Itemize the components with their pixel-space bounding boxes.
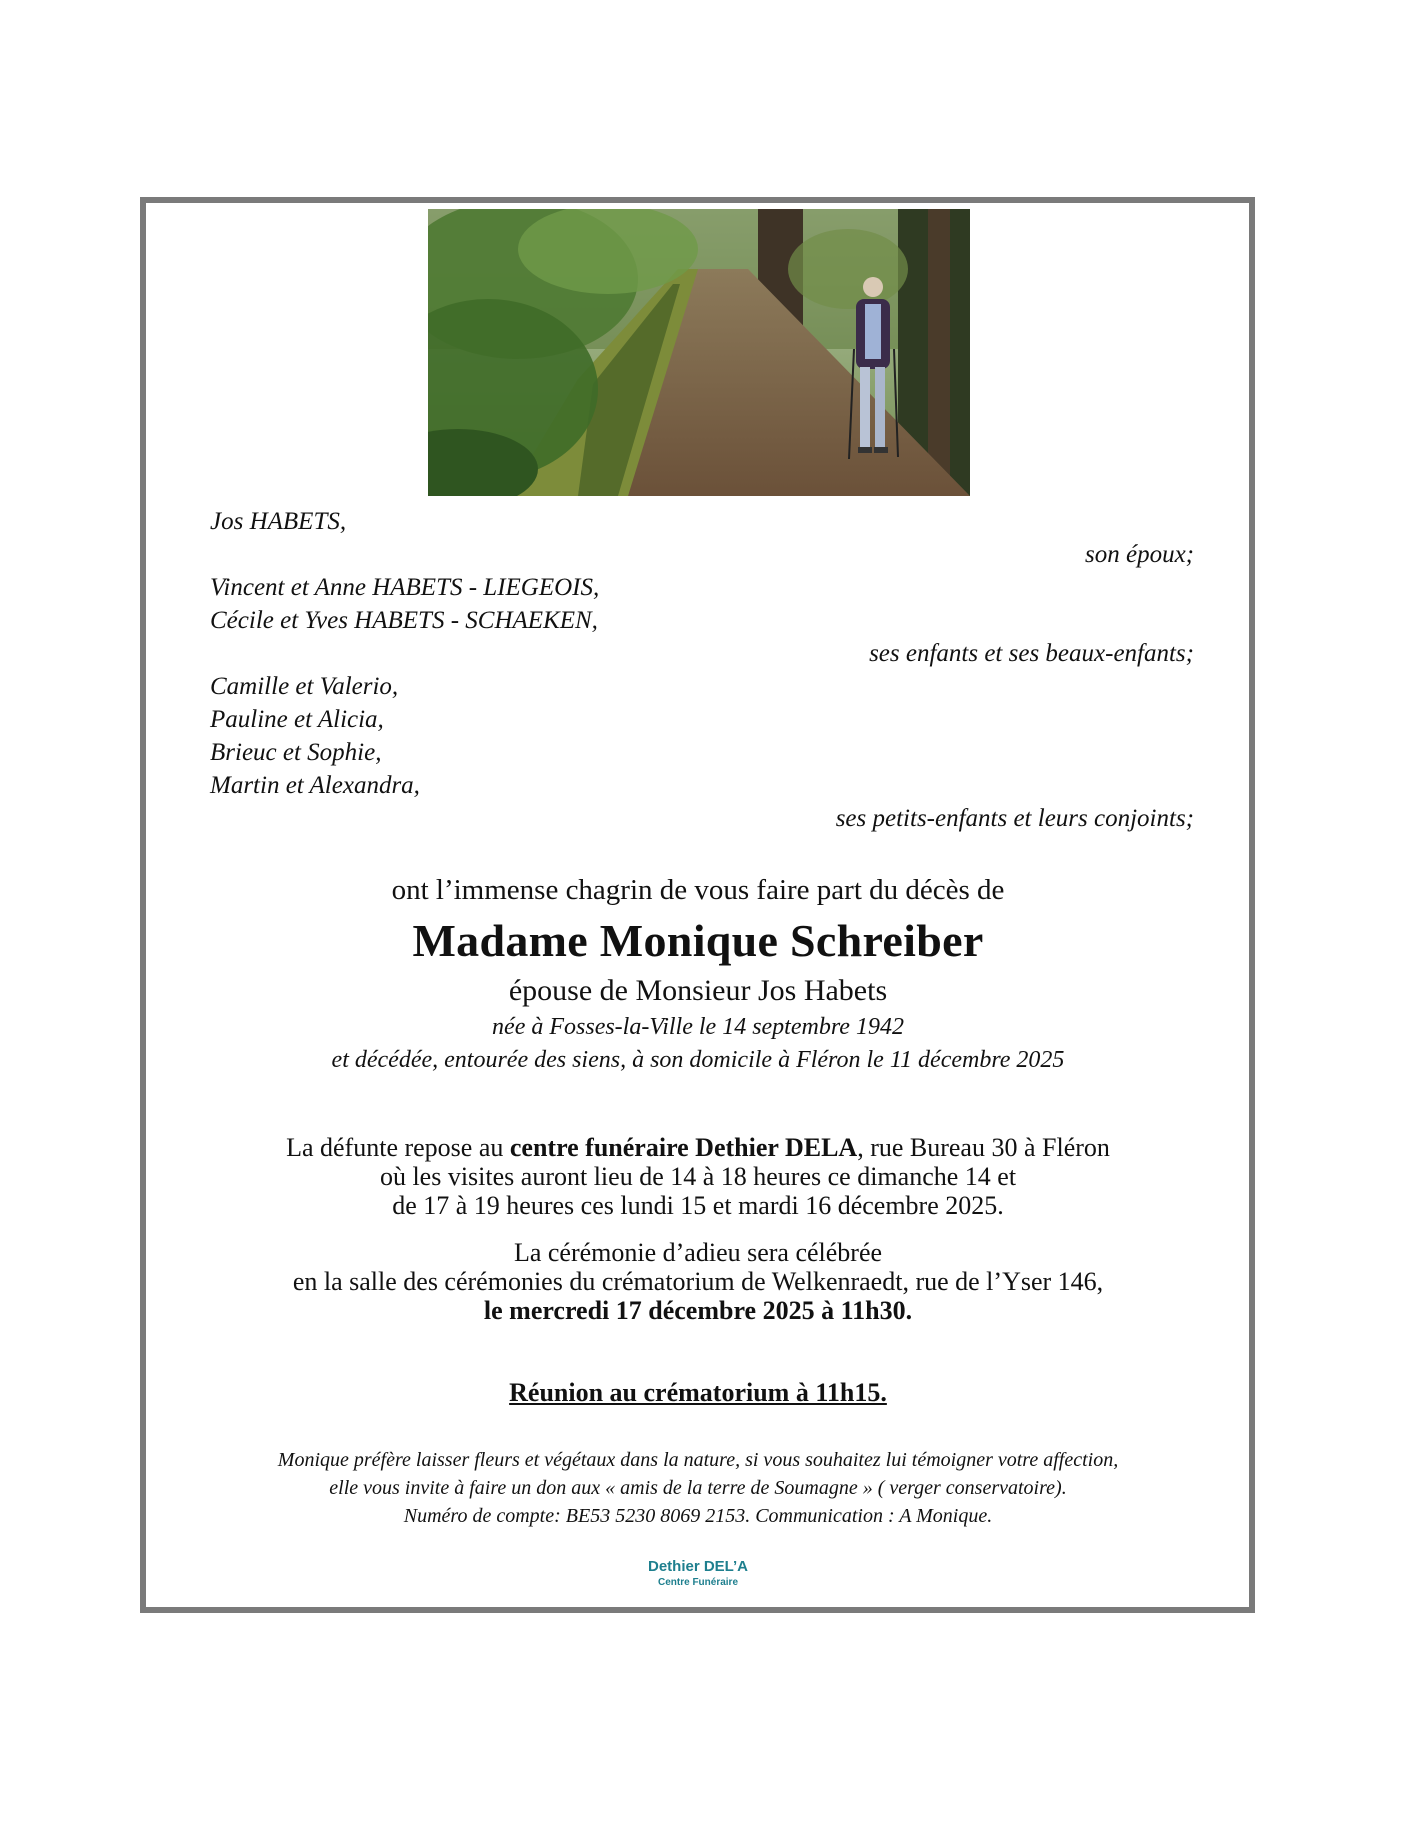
spouse-name: Jos HABETS, (210, 508, 347, 535)
ceremony-paragraph (146, 1238, 1250, 1325)
grandchild-couple-2: Pauline et Alicia, (210, 706, 384, 733)
deceased-name: Madame Monique Schreiber (412, 915, 984, 966)
family-spouse-block (210, 505, 1210, 571)
note-line-3: Numéro de compte: BE53 5230 8069 2153. Communication : A Monique. (403, 1505, 993, 1527)
ceremony-line-2: en la salle des cérémonies du crématorium de Welkenraedt, rue de l’Yser 146, (292, 1267, 1104, 1296)
death-line: et décédée, entourée des siens, à son domicile à Fléron le 11 décembre 2025 (331, 1047, 1065, 1073)
visitation-line-1: La défunte repose au centre funéraire Dethier DELA, rue Bureau 30 à Fléron (286, 1133, 1110, 1162)
notice-frame (140, 197, 1255, 1613)
logo-subtitle: Centre Funéraire (657, 1577, 739, 1588)
family-grandchildren-block (210, 670, 1210, 835)
grandchild-couple-1: Camille et Valerio, (210, 673, 399, 700)
child-couple-1: Vincent et Anne HABETS - LIEGEOIS, (210, 574, 600, 601)
announcement-intro: ont l’immense chagrin de vous faire part du décès de (391, 874, 1005, 906)
birth-line: née à Fosses-la-Ville le 14 septembre 1942 (492, 1014, 904, 1040)
photo-woman-walking-forest-path-icon (428, 209, 970, 496)
ceremony-date: le mercredi 17 décembre 2025 à 11h30. (483, 1296, 913, 1325)
logo-name: Dethier DEL’A (647, 1558, 749, 1575)
funeral-home-logo (146, 1558, 1250, 1590)
note-line-1: Monique préfère laisser fleurs et végétaux dans la nature, si vous souhaitez lui témoigner votre affection, (277, 1449, 1119, 1471)
visitation-line-2: où les visites auront lieu de 14 à 18 heures ce dimanche 14 et (379, 1162, 1017, 1191)
visitation-paragraph (146, 1133, 1250, 1220)
note-line-2: elle vous invite à faire un don aux « amis de la terre de Soumagne » ( verger conservatoire). (329, 1477, 1067, 1499)
meeting-paragraph (146, 1378, 1250, 1407)
grandchild-couple-4: Martin et Alexandra, (210, 772, 420, 799)
grandchildren-role: ses petits-enfants et leurs conjoints; (835, 805, 1194, 832)
children-role: ses enfants et ses beaux-enfants; (869, 640, 1194, 667)
donation-note (146, 1446, 1250, 1530)
spouse-line: épouse de Monsieur Jos Habets (508, 974, 888, 1007)
grandchild-couple-3: Brieuc et Sophie, (210, 739, 382, 766)
funeral-home-name: centre funéraire Dethier DELA (509, 1133, 858, 1162)
spouse-role: son époux; (1085, 541, 1194, 568)
child-couple-2: Cécile et Yves HABETS - SCHAEKEN, (210, 607, 598, 634)
visitation-line-3: de 17 à 19 heures ces lundi 15 et mardi 16 décembre 2025. (392, 1191, 1004, 1220)
meeting-time: Réunion au crématorium à 11h15. (509, 1378, 887, 1407)
family-children-block (210, 571, 1210, 670)
ceremony-line-1: La cérémonie d’adieu sera célébrée (513, 1238, 883, 1267)
